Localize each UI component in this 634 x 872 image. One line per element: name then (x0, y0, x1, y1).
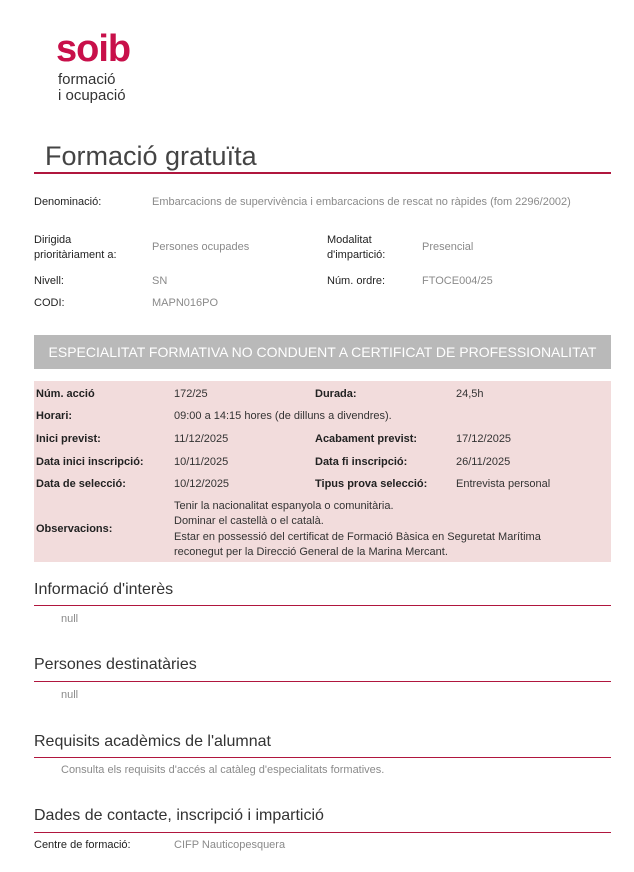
centre-formacio-label: Centre de formació: (34, 839, 131, 851)
num-ordre-value: FTOCE004/25 (422, 275, 493, 287)
dirigida-value: Persones ocupades (152, 241, 250, 253)
horari-label: Horari: (36, 410, 73, 422)
section-title-requisits: Requisits acadèmics de l'alumnat (34, 733, 271, 750)
tipus-prova-label: Tipus prova selecció: (315, 478, 428, 490)
informacio-value: null (61, 613, 79, 625)
data-fi-inscripcio-label: Data fi inscripció: (315, 456, 408, 468)
section-divider (34, 832, 611, 833)
section-divider (34, 605, 611, 606)
denominacio-value: Embarcacions de supervivència i embarcacions de rescat no ràpides (fom 2296/2002) (152, 196, 571, 208)
tipus-prova-value: Entrevista personal (456, 478, 551, 490)
observacions-line: reconegut per la Direcció General de la Marina Mercant. (174, 546, 448, 558)
data-seleccio-value: 10/12/2025 (174, 478, 230, 490)
section-title-destinataries: Persones destinatàries (34, 656, 197, 673)
soib-logo: soib (56, 28, 131, 70)
num-accio-value: 172/25 (174, 388, 208, 400)
data-inici-inscripcio-value: 10/11/2025 (174, 456, 229, 468)
observacions-line: Estar en possessió del certificat de Formació Bàsica en Seguretat Marítima (174, 531, 541, 543)
section-divider (34, 681, 611, 682)
requisits-value: Consulta els requisits d'accés al catàleg d'especialitats formatives. (61, 764, 385, 776)
num-ordre-label: Núm. ordre: (327, 275, 386, 287)
durada-value: 24,5h (456, 388, 484, 400)
section-title-contacte: Dades de contacte, inscripció i impartició (34, 807, 324, 824)
modalitat-value: Presencial (422, 241, 474, 253)
destinataries-value: null (61, 689, 79, 701)
durada-label: Durada: (315, 388, 357, 400)
page-title: Formació gratuïta (45, 141, 257, 171)
specialty-banner: ESPECIALITAT FORMATIVA NO CONDUENT A CERTIFICAT DE PROFESSIONALITAT (34, 335, 611, 369)
codi-label: CODI: (34, 297, 65, 309)
dirigida-label-line2: prioritàriament a: (34, 249, 117, 261)
horari-value: 09:00 a 14:15 hores (de dilluns a divendres). (174, 410, 392, 422)
centre-formacio-value: CIFP Nauticopesquera (174, 839, 286, 851)
observacions-line: Tenir la nacionalitat espanyola o comunitària. (174, 500, 394, 512)
acabament-previst-value: 17/12/2025 (456, 433, 512, 445)
num-accio-label: Núm. acció (36, 388, 95, 400)
inici-previst-value: 11/12/2025 (174, 433, 229, 445)
data-fi-inscripcio-value: 26/11/2025 (456, 456, 511, 468)
inici-previst-label: Inici previst: (36, 433, 101, 445)
logo-subtitle-line1: formació (58, 71, 116, 88)
dirigida-label-line1: Dirigida (34, 234, 72, 246)
data-seleccio-label: Data de selecció: (36, 478, 126, 490)
title-divider (34, 172, 611, 174)
section-title-informacio: Informació d'interès (34, 581, 174, 598)
nivell-value: SN (152, 275, 168, 287)
denominacio-label: Denominació: (34, 196, 102, 208)
section-divider (34, 757, 611, 758)
codi-value: MAPN016PO (152, 297, 219, 309)
data-inici-inscripcio-label: Data inici inscripció: (36, 456, 144, 468)
acabament-previst-label: Acabament previst: (315, 433, 418, 445)
observacions-line: Dominar el castellà o el català. (174, 515, 324, 527)
modalitat-label-line1: Modalitat (327, 234, 372, 246)
logo-subtitle-line2: i ocupació (58, 87, 126, 104)
observacions-label: Observacions: (36, 523, 113, 535)
modalitat-label-line2: d'impartició: (327, 249, 386, 261)
nivell-label: Nivell: (34, 275, 64, 287)
